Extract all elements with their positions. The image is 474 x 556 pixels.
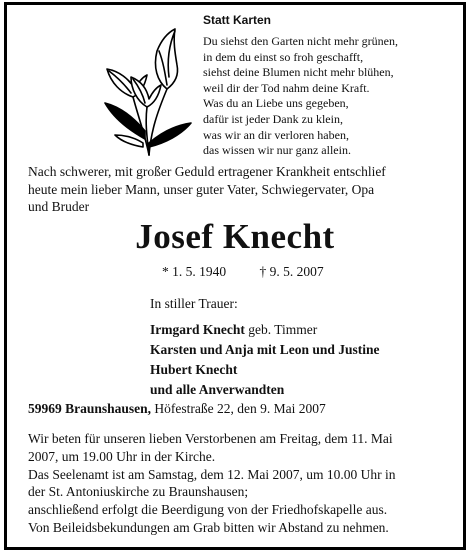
life-dates (162, 264, 324, 280)
mourners-block (150, 294, 380, 400)
intro-line: heute mein lieber Mann, unser guter Vater, Schwiegervater, Opa (28, 181, 375, 197)
mourner-line (150, 320, 380, 340)
statt-karten-heading: Statt Karten (203, 13, 272, 27)
mourner-line: Hubert Knecht (150, 362, 238, 377)
notes-line: Wir beten für unseren lieben Verstorbenen am Freitag, dem 11. Mai (28, 431, 393, 446)
place-address-date: Höfestraße 22, den 9. Mai 2007 (151, 401, 326, 416)
poem-line: siehst deine Blumen nicht mehr blühen, (203, 65, 394, 80)
poem-line: was wir an dir verloren haben, (203, 127, 349, 142)
poem-line: das wissen wir nur ganz allein. (203, 143, 351, 158)
notes-line: 2007, um 19.00 Uhr in der Kirche. (28, 448, 216, 464)
place-city: 59969 Braunshausen, (28, 401, 152, 416)
deceased-name: Josef Knecht (135, 217, 335, 256)
place-date-line (28, 401, 326, 417)
poem (203, 34, 398, 159)
poem-line: weil dir der Tod nahm deine Kraft. (203, 80, 370, 95)
intro-text (28, 163, 448, 216)
service-notes (28, 430, 453, 537)
notes-line: anschließend erfolgt die Beerdigung von der Friedhofskapelle aus. (28, 502, 388, 518)
intro-line: und Bruder (28, 199, 90, 215)
mourner-suffix: geb. Timmer (244, 322, 318, 337)
poem-line: in dem du einst so froh geschafft, (203, 49, 364, 64)
notes-line: der St. Antoniuskirche zu Braunshausen; (28, 484, 249, 500)
obituary-card (4, 2, 466, 550)
mourners-lead: In stiller Trauer: (150, 296, 238, 311)
death-date: † 9. 5. 2007 (259, 264, 324, 279)
poem-line: dafür ist jeder Dank zu klein, (203, 111, 343, 126)
poem-line: Du siehst den Garten nicht mehr grünen, (203, 34, 398, 48)
notes-line: Von Beileidsbekundungen am Grab bitten wir Abstand zu nehmen. (28, 519, 389, 535)
poem-line: Was du an Liebe uns gegeben, (203, 96, 349, 111)
birth-date: * 1. 5. 1940 (162, 264, 227, 279)
calla-lily-icon (87, 27, 197, 159)
intro-line: Nach schwerer, mit großer Geduld ertragener Krankheit entschlief (28, 164, 386, 179)
notes-line: Das Seelenamt ist am Samstag, dem 12. Mai 2007, um 10.00 Uhr in (28, 466, 396, 482)
mourner-name: Irmgard Knecht (150, 322, 245, 337)
mourner-line: und alle Anverwandten (150, 382, 285, 397)
mourner-line: Karsten und Anja mit Leon und Justine (150, 342, 380, 357)
